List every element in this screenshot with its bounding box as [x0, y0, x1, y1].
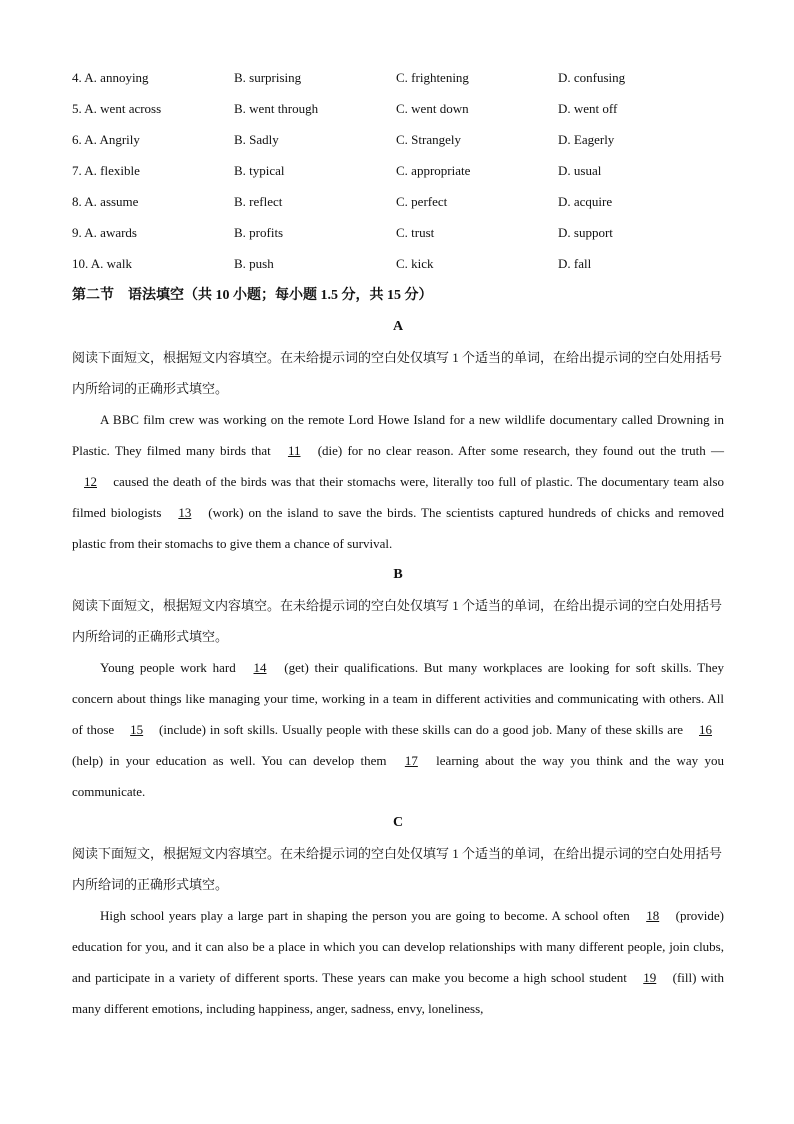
option-b: B. typical: [234, 162, 285, 178]
option-d: D. Eagerly: [558, 131, 615, 147]
option-a: 10. A. walk: [72, 255, 132, 271]
passage-text: (help) in your education as well. You can develop them: [72, 753, 393, 768]
option-row-10: [72, 248, 724, 279]
passage-text: A BBC film crew was working on the remote Lord Howe Island for a new wildlife documentary called Drowning in Plastic. They filmed many birds that: [72, 412, 724, 458]
passage-text: Young people work hard: [100, 660, 242, 675]
option-row-9: [72, 217, 724, 248]
option-b: B. push: [234, 255, 274, 271]
blank-11[interactable]: 11: [287, 443, 301, 458]
options-list: [72, 62, 724, 279]
blank-15[interactable]: 15: [130, 722, 144, 737]
exam-page: [72, 62, 724, 1024]
option-b: B. Sadly: [234, 131, 279, 147]
passage-b: [72, 652, 724, 807]
option-c: C. perfect: [396, 193, 448, 209]
option-c: C. trust: [396, 224, 435, 240]
option-b: B. reflect: [234, 193, 283, 209]
passage-text: learning about the way you think and the way you communicate.: [72, 753, 724, 799]
option-c: C. frightening: [396, 69, 469, 85]
passage-c: [72, 900, 724, 1024]
blank-12[interactable]: 12: [84, 474, 97, 489]
option-c: C. kick: [396, 255, 434, 271]
option-a: 9. A. awards: [72, 224, 137, 240]
option-d: D. confusing: [558, 69, 626, 85]
blank-14[interactable]: 14: [253, 660, 267, 675]
instruction-c: 阅读下面短文，根据短文内容填空。在未给提示词的空白处仅填写 1 个适当的单词，在给出提示词的空白处用括号内所给词的正确形式填空。: [72, 846, 723, 892]
blank-17[interactable]: 17: [404, 753, 418, 768]
option-d: D. support: [558, 224, 613, 240]
option-a: 7. A. flexible: [72, 162, 140, 178]
option-b: B. surprising: [234, 69, 302, 85]
passage-text: (fill) with many different emotions, including happiness, anger, sadness, envy, loneliness,: [72, 970, 724, 1016]
passage-label-a: A: [392, 319, 404, 334]
passage-text: (provide) education for you, and it can also be a place in which you can develop relationships with many different people, join clubs, and participate in a variety of different sports. These years can make you become a high school student: [72, 908, 724, 985]
option-row-6: [72, 124, 724, 155]
passage-label-c: C: [392, 815, 404, 830]
option-c: C. went down: [396, 100, 469, 116]
blank-19[interactable]: 19: [643, 970, 657, 985]
instruction-b: 阅读下面短文，根据短文内容填空。在未给提示词的空白处仅填写 1 个适当的单词，在给出提示词的空白处用括号内所给词的正确形式填空。: [72, 598, 723, 644]
option-a: 5. A. went across: [72, 100, 162, 116]
option-row-5: [72, 93, 724, 124]
option-row-4: [72, 62, 724, 93]
option-c: C. appropriate: [396, 162, 471, 178]
option-b: B. went through: [234, 100, 319, 116]
option-a: 4. A. annoying: [72, 69, 149, 85]
blank-13[interactable]: 13: [178, 505, 192, 520]
blank-18[interactable]: 18: [646, 908, 660, 923]
passage-text: (die) for no clear reason. After some research, they found out the truth —: [312, 443, 724, 458]
option-d: D. went off: [558, 100, 618, 116]
option-d: D. fall: [558, 255, 592, 271]
passage-text: caused the death of the birds was that their stomachs were, literally too full of plastic. The documentary team also filmed biologists: [72, 474, 724, 520]
passage-a: [72, 404, 724, 559]
section-title: 第二节 语法填空（共 10 小题；每小题 1.5 分，共 15 分）: [72, 288, 433, 303]
passage-text: (include) in soft skills. Usually people with these skills can do a good job. Many of these skills are: [155, 722, 687, 737]
option-b: B. profits: [234, 224, 284, 240]
option-row-7: [72, 155, 724, 186]
option-a: 8. A. assume: [72, 193, 139, 209]
passage-text: High school years play a large part in shaping the person you are going to become. A school often: [100, 908, 635, 923]
passage-text: (get) their qualifications. But many workplaces are looking for soft skills. They concern about things like managing your time, working in a team in different activities and communicating with others. All of those: [72, 660, 724, 737]
option-a: 6. A. Angrily: [72, 131, 140, 147]
instruction-a: 阅读下面短文，根据短文内容填空。在未给提示词的空白处仅填写 1 个适当的单词，在给出提示词的空白处用括号内所给词的正确形式填空。: [72, 350, 723, 396]
option-c: C. Strangely: [396, 131, 461, 147]
option-d: D. acquire: [558, 193, 613, 209]
passage-label-b: B: [393, 567, 403, 582]
blank-16[interactable]: 16: [699, 722, 712, 737]
option-row-8: [72, 186, 724, 217]
option-d: D. usual: [558, 162, 602, 178]
passage-text: (work) on the island to save the birds. The scientists captured hundreds of chicks and removed plastic from their stomachs to give them a chance of survival.: [72, 505, 725, 551]
